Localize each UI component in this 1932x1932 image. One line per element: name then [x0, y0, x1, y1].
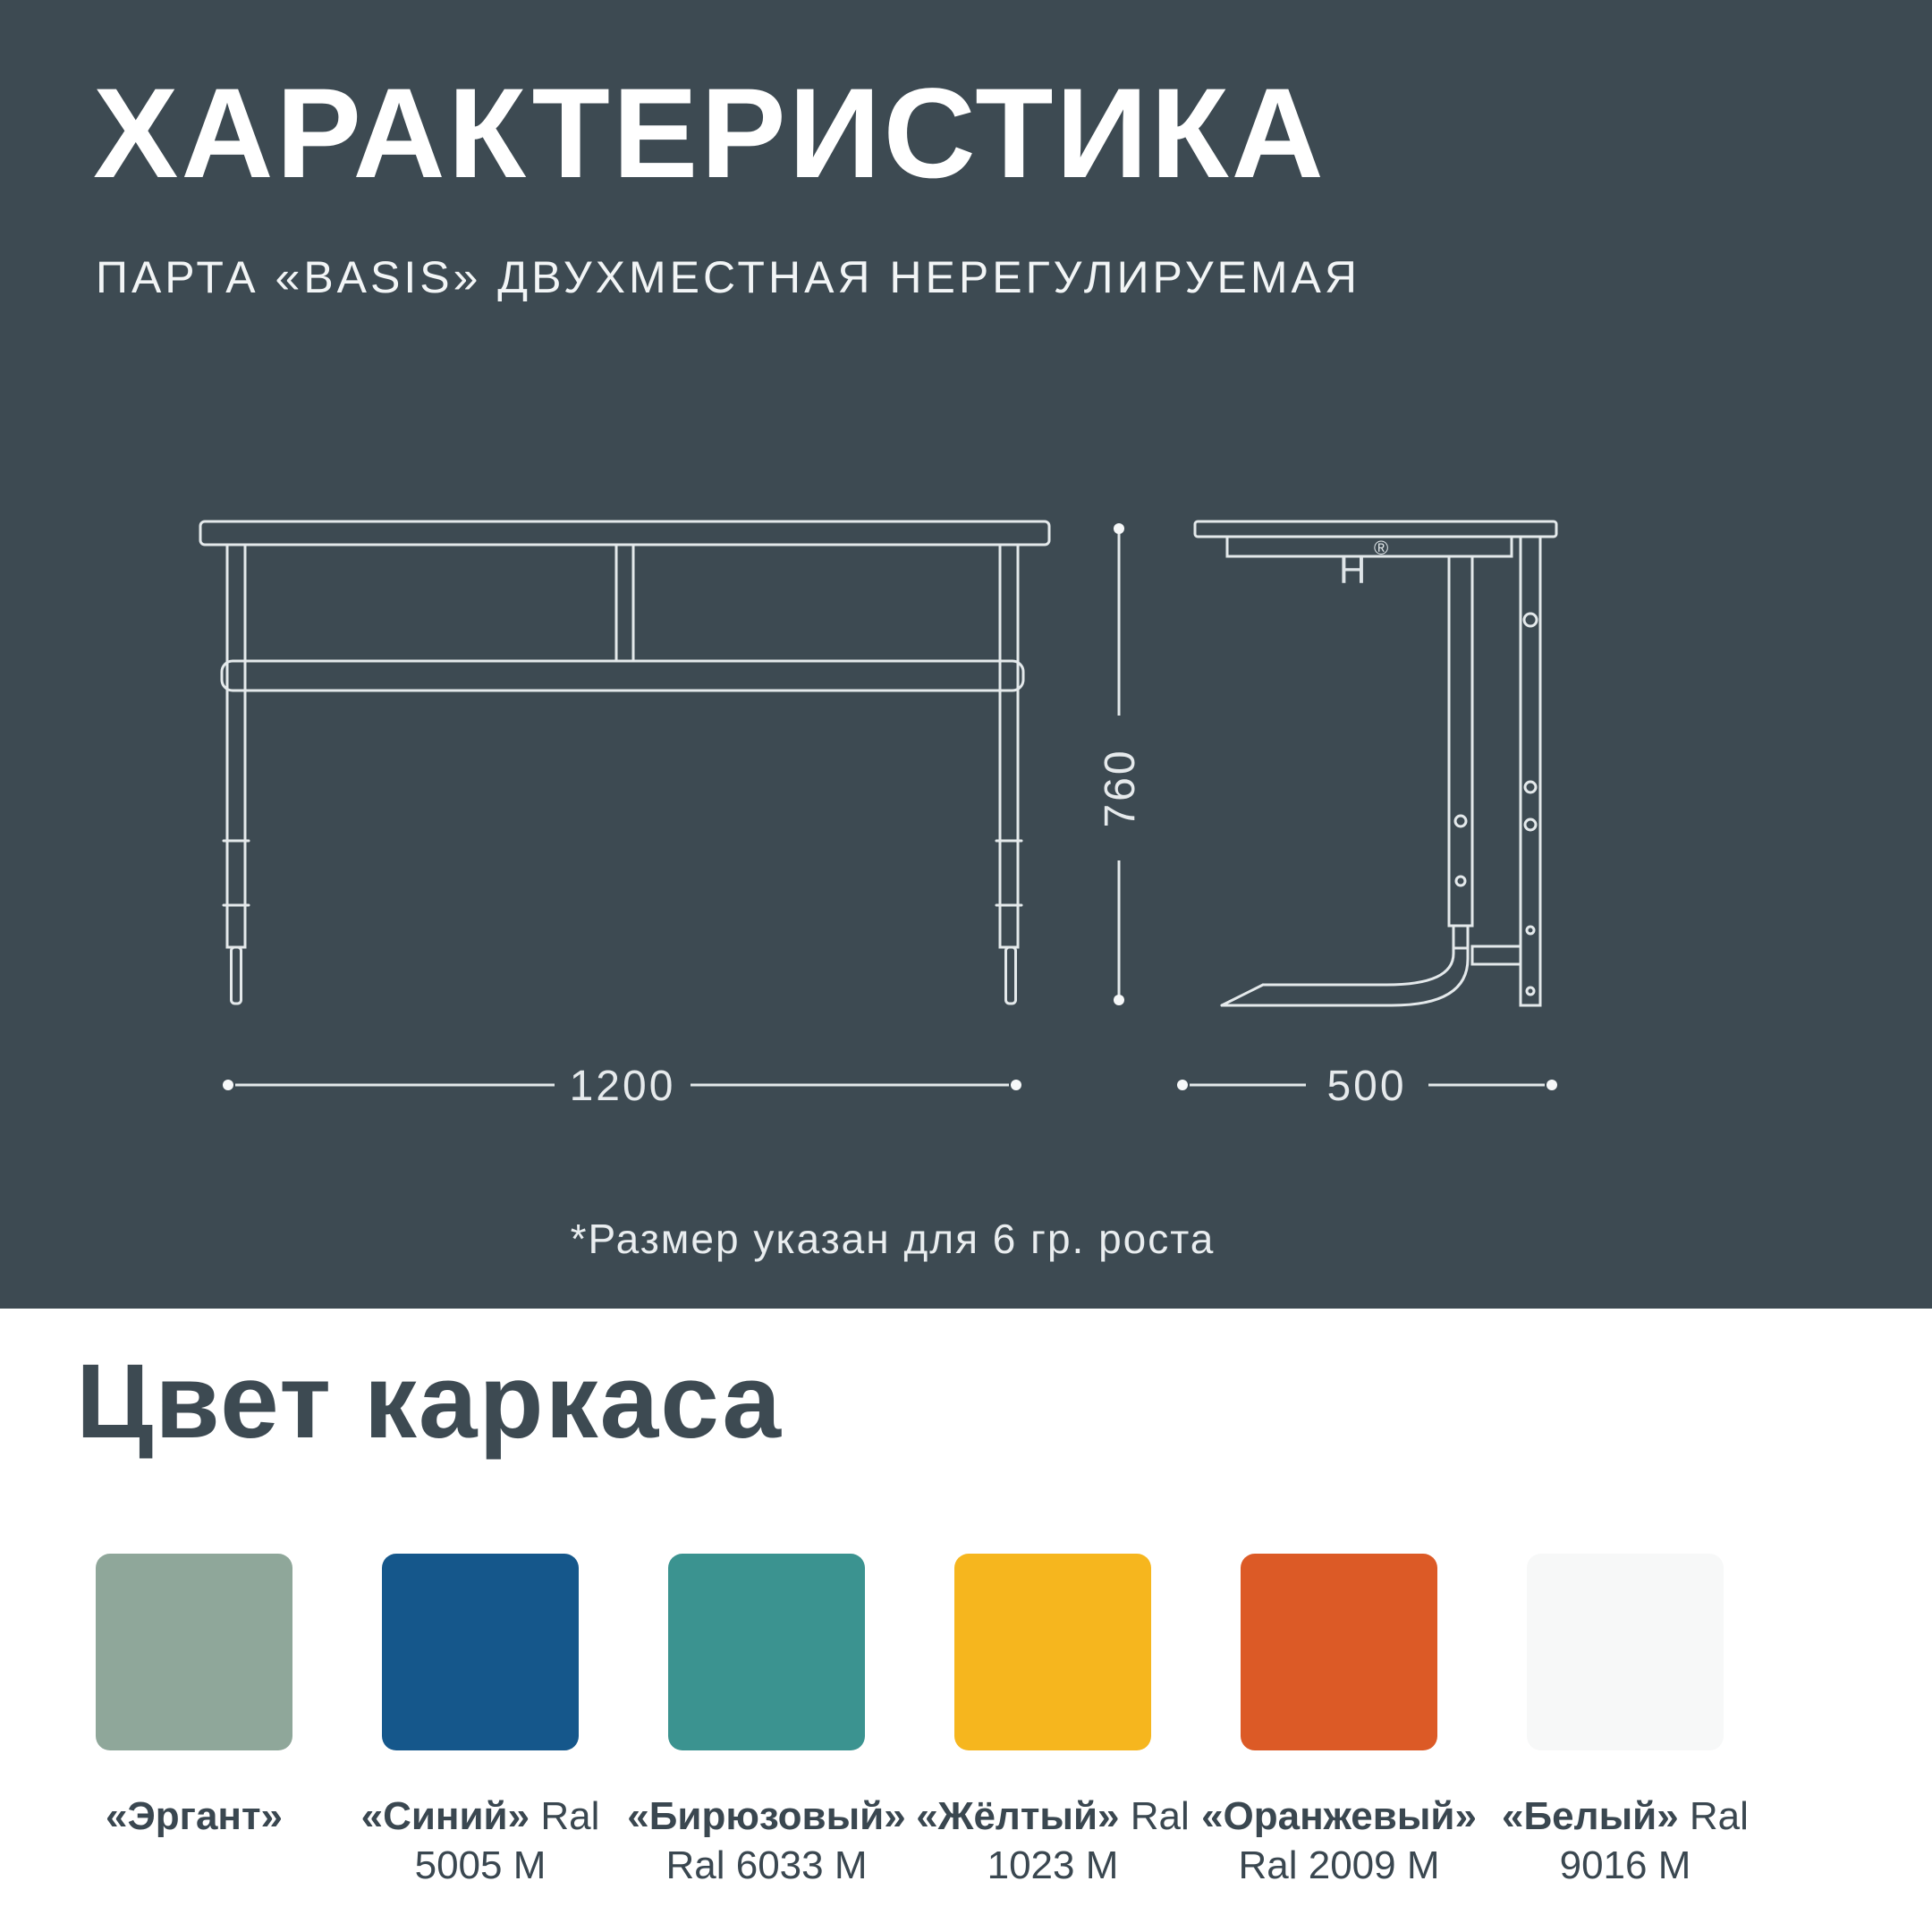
- depth-dimension-label: 500: [1326, 1063, 1407, 1110]
- color-swatch-white: [1527, 1554, 1724, 1750]
- front-right-leg-foot: [1006, 947, 1016, 1004]
- width-dimension: [223, 1063, 1021, 1110]
- swatch-label-yellow: «Жёлтый» Ral 1023 M: [916, 1794, 1190, 1887]
- front-shelf-rail: [222, 661, 1023, 691]
- front-right-leg: [1000, 545, 1018, 947]
- front-view-drawing: [200, 521, 1049, 1004]
- swatch-label-ergant: «Эргант»: [105, 1794, 284, 1838]
- front-left-leg-foot: [232, 947, 242, 1004]
- frame-color-heading: Цвет каркаса: [76, 1343, 783, 1461]
- swatch-label-white: «Белый» Ral 9016 M: [1502, 1794, 1749, 1887]
- swatch-col-ergant: [96, 1554, 292, 1890]
- swatch-label-turquoise: «Бирюзовый» Ral 6033 M: [627, 1794, 906, 1887]
- product-subtitle: ПАРТА «BASIS» ДВУХМЕСТНАЯ НЕРЕГУЛИРУЕМАЯ: [96, 252, 1360, 302]
- size-note: *Размер указан для 6 гр. роста: [570, 1216, 1216, 1262]
- frame-color-section: [0, 1309, 1932, 1932]
- swatch-col-turquoise: [627, 1554, 906, 1890]
- side-view-drawing: [1195, 521, 1556, 1005]
- width-dimension-label: 1200: [569, 1063, 676, 1110]
- swatch-row: [96, 1554, 1749, 1890]
- side-foot-outer-curve: [1222, 948, 1468, 1005]
- manufacturer-logo-h: H: [1339, 549, 1367, 591]
- front-shelf-divider: [616, 545, 633, 661]
- height-dimension: [1097, 523, 1144, 1005]
- side-front-post: [1449, 556, 1472, 926]
- color-swatch-orange: [1241, 1554, 1437, 1750]
- registered-trademark-icon: ®: [1374, 537, 1389, 559]
- front-left-leg: [227, 545, 245, 947]
- swatch-label-orange: «Оранжевый» Ral 2009 M: [1201, 1794, 1477, 1887]
- color-swatch-yellow: [954, 1554, 1151, 1750]
- side-apron: [1227, 537, 1512, 556]
- section-title: ХАРАКТЕРИСТИКА: [93, 63, 1326, 205]
- swatch-label-blue: «Синий» Ral 5005 M: [360, 1794, 600, 1887]
- swatch-col-white: [1502, 1554, 1749, 1890]
- color-swatch-blue: [382, 1554, 579, 1750]
- swatch-col-orange: [1201, 1554, 1477, 1890]
- side-front-post-insert: [1453, 926, 1468, 948]
- side-foot-inner-curve: [1263, 948, 1453, 985]
- color-swatch-turquoise: [668, 1554, 865, 1750]
- height-dimension-label: 760: [1097, 748, 1144, 828]
- side-connector-bar: [1472, 946, 1521, 964]
- front-tabletop: [200, 521, 1049, 545]
- depth-dimension: [1177, 1063, 1557, 1110]
- color-swatch-ergant: [96, 1554, 292, 1750]
- side-tabletop: [1195, 521, 1556, 537]
- swatch-col-blue: [360, 1554, 600, 1890]
- swatch-col-yellow: [916, 1554, 1190, 1890]
